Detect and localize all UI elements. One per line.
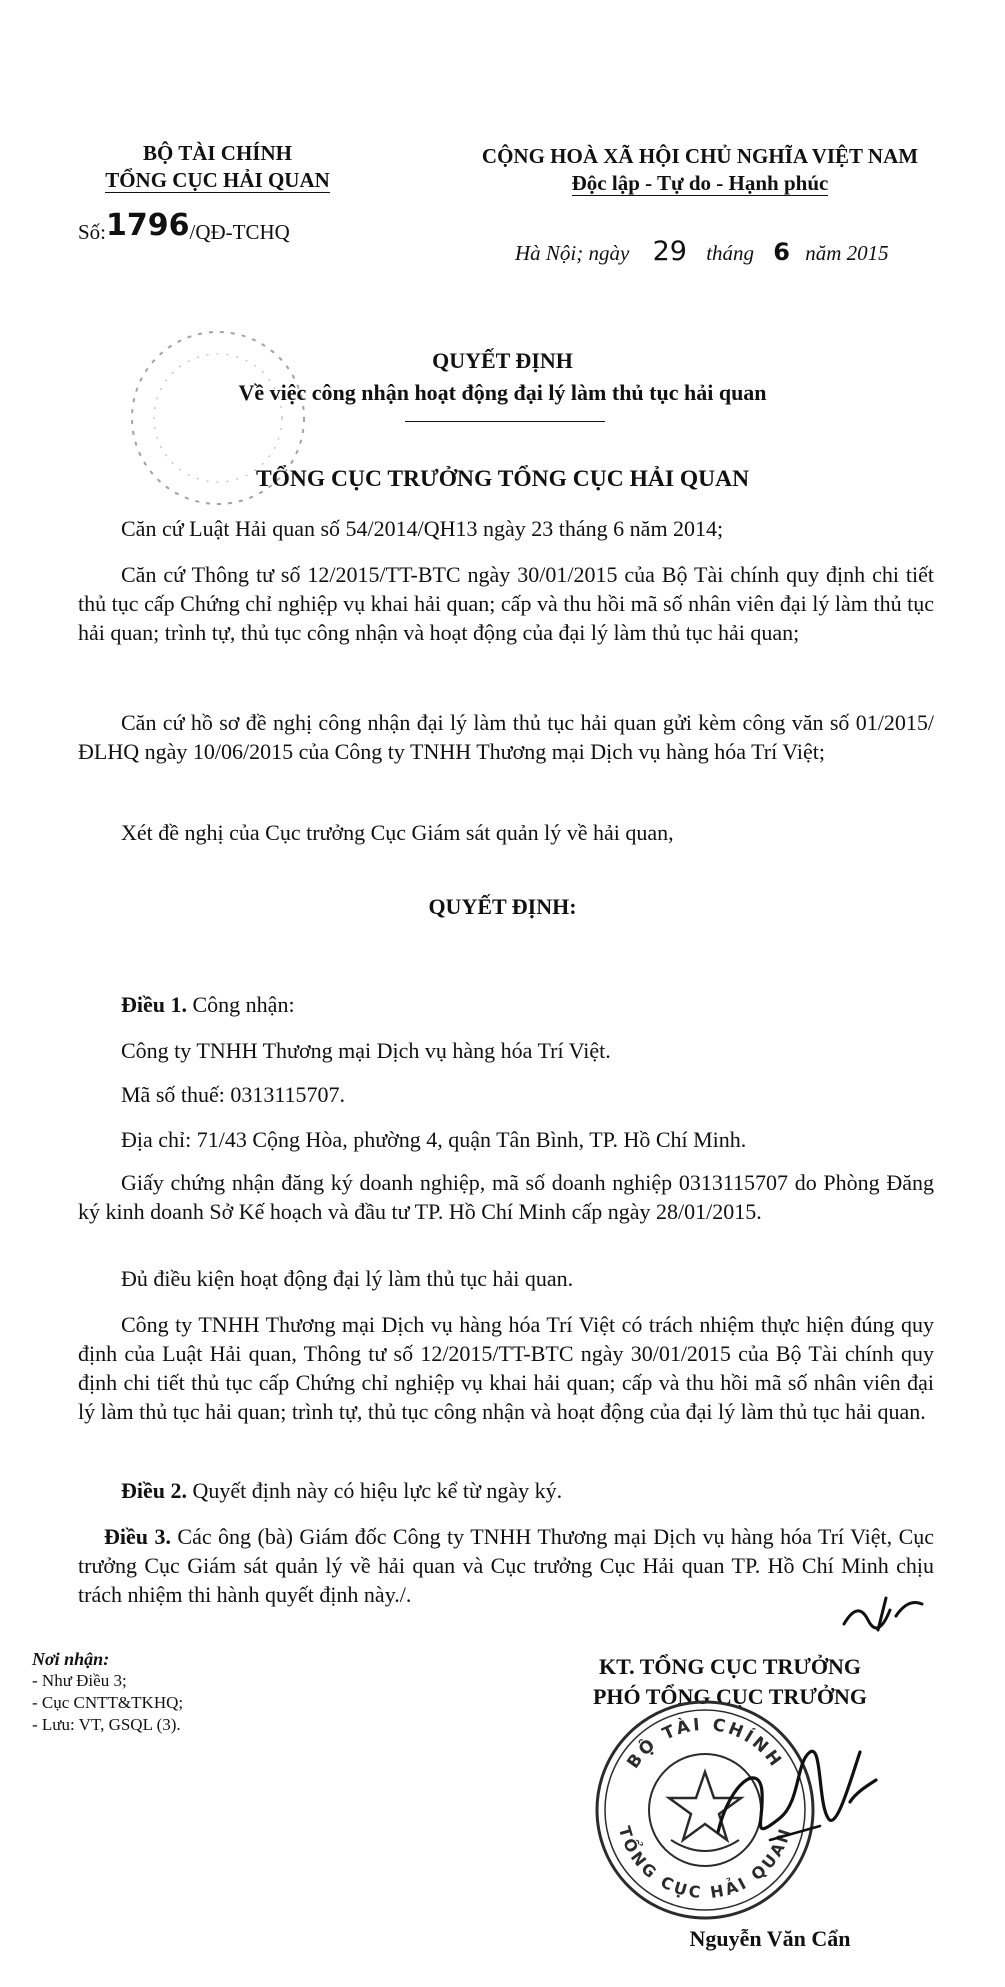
article-3-text: Các ông (bà) Giám đốc Công ty TNHH Thương mại Dịch vụ hàng hóa Trí Việt, Cục trưởng Cục Giám sát quản lý về hải quan và Cục trưởng Cục Hải quan TP. Hồ Chí Minh chịu trách nhiệm thi hành quyết định này./. [78,1524,935,1607]
ministry-name: BỘ TÀI CHÍNH [143,141,292,165]
recipients-block [32,1648,362,1736]
document-number: Số:1796/QĐ-TCHQ [78,208,290,244]
article-2-text: Quyết định này có hiệu lực kể từ ngày ký. [192,1478,563,1503]
signature-line-2: PHÓ TỔNG CỤC TRƯỞNG [592,1684,867,1709]
header-left [95,140,340,194]
preamble-2: Căn cứ Thông tư số 12/2015/TT-BTC ngày 30/01/2015 của Bộ Tài chính quy định chi tiết thủ tục cấp Chứng chỉ nghiệp vụ khai hải quan; cấp và thu hồi mã số nhân viên đại lý làm thủ tục hải quan; trình tự, thủ tục công nhận và hoạt động của đại lý làm thủ tục hải quan; [78,562,934,645]
issuer-title: TỔNG CỤC TRƯỞNG TỔNG CỤC HẢI QUAN [255,466,750,492]
country-name: CỘNG HOÀ XÃ HỘI CHỦ NGHĨA VIỆT NAM [481,144,919,168]
handwritten-initial-mark [838,1590,928,1638]
article-3-label: Điều 3. [104,1524,171,1549]
article-1-company: Công ty TNHH Thương mại Dịch vụ hàng hóa Trí Việt. [121,1038,611,1063]
department-name: TỔNG CỤC HẢI QUAN [105,168,330,192]
article-1-heading [121,990,921,1019]
header-right [455,143,945,197]
article-1-address: Địa chỉ: 71/43 Cộng Hòa, phường 4, quận Tân Bình, TP. Hồ Chí Minh. [121,1127,747,1152]
preamble-4: Xét đề nghị của Cục trưởng Cục Giám sát quản lý về hải quan, [121,820,674,845]
preamble-1: Căn cứ Luật Hải quan số 54/2014/QH13 ngày 23 tháng 6 năm 2014; [121,516,724,541]
decision-title: QUYẾT ĐỊNH [432,348,573,373]
national-motto: Độc lập - Tự do - Hạnh phúc [571,171,829,195]
article-1-text: Công nhận: [192,992,295,1017]
issue-day: 29 [652,236,687,267]
stamp-text-bottom: TỔNG CỤC HẢI QUAN [614,1823,796,1903]
article-1-registration: Giấy chứng nhận đăng ký doanh nghiệp, mã số doanh nghiệp 0313115707 do Phòng Đăng ký kinh doanh Sở Kế hoạch và đầu tư TP. Hồ Chí Minh cấp ngày 28/01/2015. [78,1170,934,1224]
recipient-item: - Cục CNTT&TKHQ; [32,1693,184,1712]
article-2 [121,1476,931,1505]
stamp-text-top: BỘ TÀI CHÍNH [623,1714,787,1773]
issue-month: 6 [773,238,790,266]
recipients-heading: Nơi nhận: [32,1649,110,1669]
preamble-3: Căn cứ hồ sơ đề nghị công nhận đại lý làm thủ tục hải quan gửi kèm công văn số 01/2015/ĐLHQ ngày 10/06/2015 của Công ty TNHH Thương mại Dịch vụ hàng hóa Trí Việt; [78,710,934,764]
handwritten-signature [700,1722,880,1862]
issue-date: Hà Nội; ngày 29 tháng 6 năm 2015 [515,236,889,267]
article-1-eligibility: Đủ điều kiện hoạt động đại lý làm thủ tục hải quan. [121,1266,574,1291]
signer-name: Nguyễn Văn Cẩn [689,1926,851,1951]
article-1-responsibility: Công ty TNHH Thương mại Dịch vụ hàng hóa Trí Việt có trách nhiệm thực hiện đúng quy định của Luật Hải quan, Thông tư số 12/2015/TT-BTC ngày 30/01/2015 của Bộ Tài chính quy định chi tiết thủ tục cấp Chứng chỉ nghiệp vụ khai hải quan; cấp và thu hồi mã số nhân viên đại lý làm thủ tục hải quan; trình tự, thủ tục công nhận và hoạt động của đại lý làm thủ tục hải quan. [78,1312,934,1424]
decision-subject: Về việc công nhận hoạt động đại lý làm thủ tục hải quan [238,380,767,405]
signature-line-1: KT. TỔNG CỤC TRƯỞNG [599,1654,861,1679]
decision-heading: QUYẾT ĐỊNH: [428,894,577,919]
title-rule [405,421,605,422]
article-1-label: Điều 1. [121,992,187,1017]
article-2-label: Điều 2. [121,1478,187,1503]
document-number-value: 1796 [106,208,190,243]
article-1-tax-code: Mã số thuế: 0313115707. [121,1082,346,1107]
recipient-item: - Lưu: VT, GSQL (3). [32,1715,181,1734]
article-3 [78,1522,934,1609]
recipient-item: - Như Điều 3; [32,1671,127,1690]
